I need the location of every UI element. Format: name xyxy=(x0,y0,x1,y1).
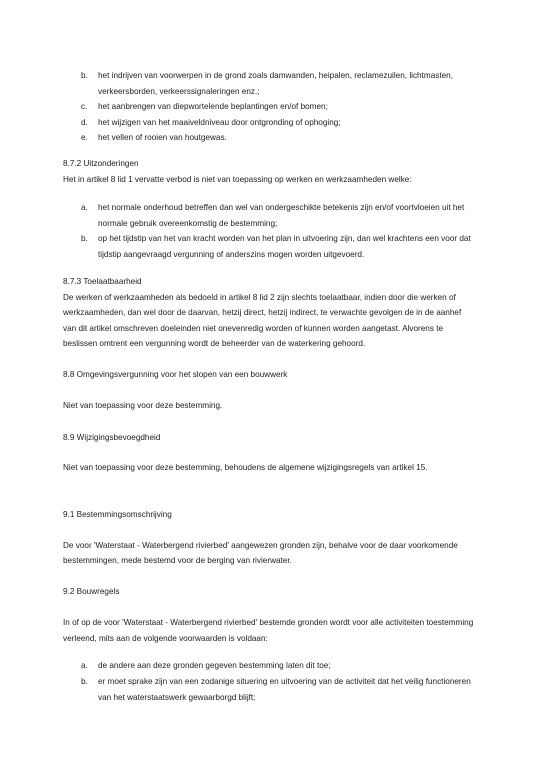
paragraph-line: van dit artikel omschreven doeleinden niet onevenredig worden of kunnen worden aangetast. Alvorens te xyxy=(63,324,444,333)
paragraph-line: bestemmingen, mede bestemd voor de berging van rivierwater. xyxy=(63,556,292,565)
list-marker: d. xyxy=(81,118,88,127)
section-heading-8-7-3: 8.7.3 Toelaatbaarheid xyxy=(63,277,142,286)
list-text-line: het aanbrengen van diepwortelende beplantingen en/of bomen; xyxy=(98,102,328,111)
list-text-line: het normale onderhoud betreffen dan wel van ondergeschikte betekenis zijn en/of voortvloeien uit het xyxy=(98,203,465,212)
list-text-line: verkeersborden, verkeerssignaleringen enz.; xyxy=(98,87,260,96)
list-text-line: er moet sprake zijn van een zodanige situering en uitvoering van de activiteit dat het veilig functioneren xyxy=(98,677,471,686)
list-marker: b. xyxy=(81,71,88,80)
list-marker: c. xyxy=(81,102,88,111)
list-text-line: het wijzigen van het maaiveldniveau door ontgronding of ophoging; xyxy=(98,118,341,127)
list-marker: a. xyxy=(81,203,88,212)
list-text-line: het vellen of rooien van houtgewas. xyxy=(98,133,227,142)
paragraph-line: De werken of werkzaamheden als bedoeld in artikel 8 lid 2 zijn slechts toelaatbaar, indien door die werken of xyxy=(63,293,456,302)
paragraph-line: Niet van toepassing voor deze bestemming, behoudens de algemene wijzigingsregels van artikel 15. xyxy=(63,463,428,472)
list-text-line: normale gebruik overeenkomstig de bestemming; xyxy=(98,219,278,228)
list-text-line: op het tijdstip van het van kracht worden van het plan in uitvoering zijn, dan wel krachtens een voor dat xyxy=(98,234,471,243)
list-marker: a. xyxy=(81,661,88,670)
list-marker: e. xyxy=(81,133,88,142)
paragraph-line: Niet van toepassing voor deze bestemming. xyxy=(63,401,223,410)
list-text-line: van het waterstaatswerk gewaarborgd blijft; xyxy=(98,693,256,702)
list-text-line: de andere aan deze gronden gegeven bestemming laten dit toe; xyxy=(98,661,331,670)
section-heading-9-1: 9.1 Bestemmingsomschrijving xyxy=(63,510,172,519)
list-text-line: tijdstip aangevraagd vergunning of anderszins mogen worden uitgevoerd. xyxy=(98,250,365,259)
list-marker: b. xyxy=(81,234,88,243)
paragraph-line: beslissen omtrent een vergunning wordt de beheerder van de waterkering gehoord. xyxy=(63,339,366,348)
paragraph-line: De voor 'Waterstaat - Waterbergend rivierbed' aangewezen gronden zijn, behalve voor de daar voorkomende xyxy=(63,541,458,550)
paragraph-line: verleend, mits aan de volgende voorwaarden is voldaan: xyxy=(63,634,268,643)
section-heading-8-8: 8.8 Omgevingsvergunning voor het slopen van een bouwwerk xyxy=(63,370,288,379)
section-heading-9-2: 9.2 Bouwregels xyxy=(63,587,120,596)
list-text-line: het indrijven van voorwerpen in de grond zoals damwanden, heipalen, reclamezuilen, lichtmasten, xyxy=(98,71,453,80)
paragraph-line: In of op de voor 'Waterstaat - Waterbergend rivierbed' bestemde gronden wordt voor alle activiteiten toestemming xyxy=(63,618,474,627)
paragraph-line: Het in artikel 8 lid 1 vervatte verbod is niet van toepassing op werken en werkzaamheden welke: xyxy=(63,175,412,184)
section-heading-8-7-2: 8.7.2 Uitzonderingen xyxy=(63,159,139,168)
section-heading-8-9: 8.9 Wijzigingsbevoegdheid xyxy=(63,433,161,442)
list-marker: b. xyxy=(81,677,88,686)
paragraph-line: werkzaamheden, dan wel door de daarvan, hetzij direct, hetzij indirect, te verwachte gevolgen de in de aanhef xyxy=(63,308,462,317)
